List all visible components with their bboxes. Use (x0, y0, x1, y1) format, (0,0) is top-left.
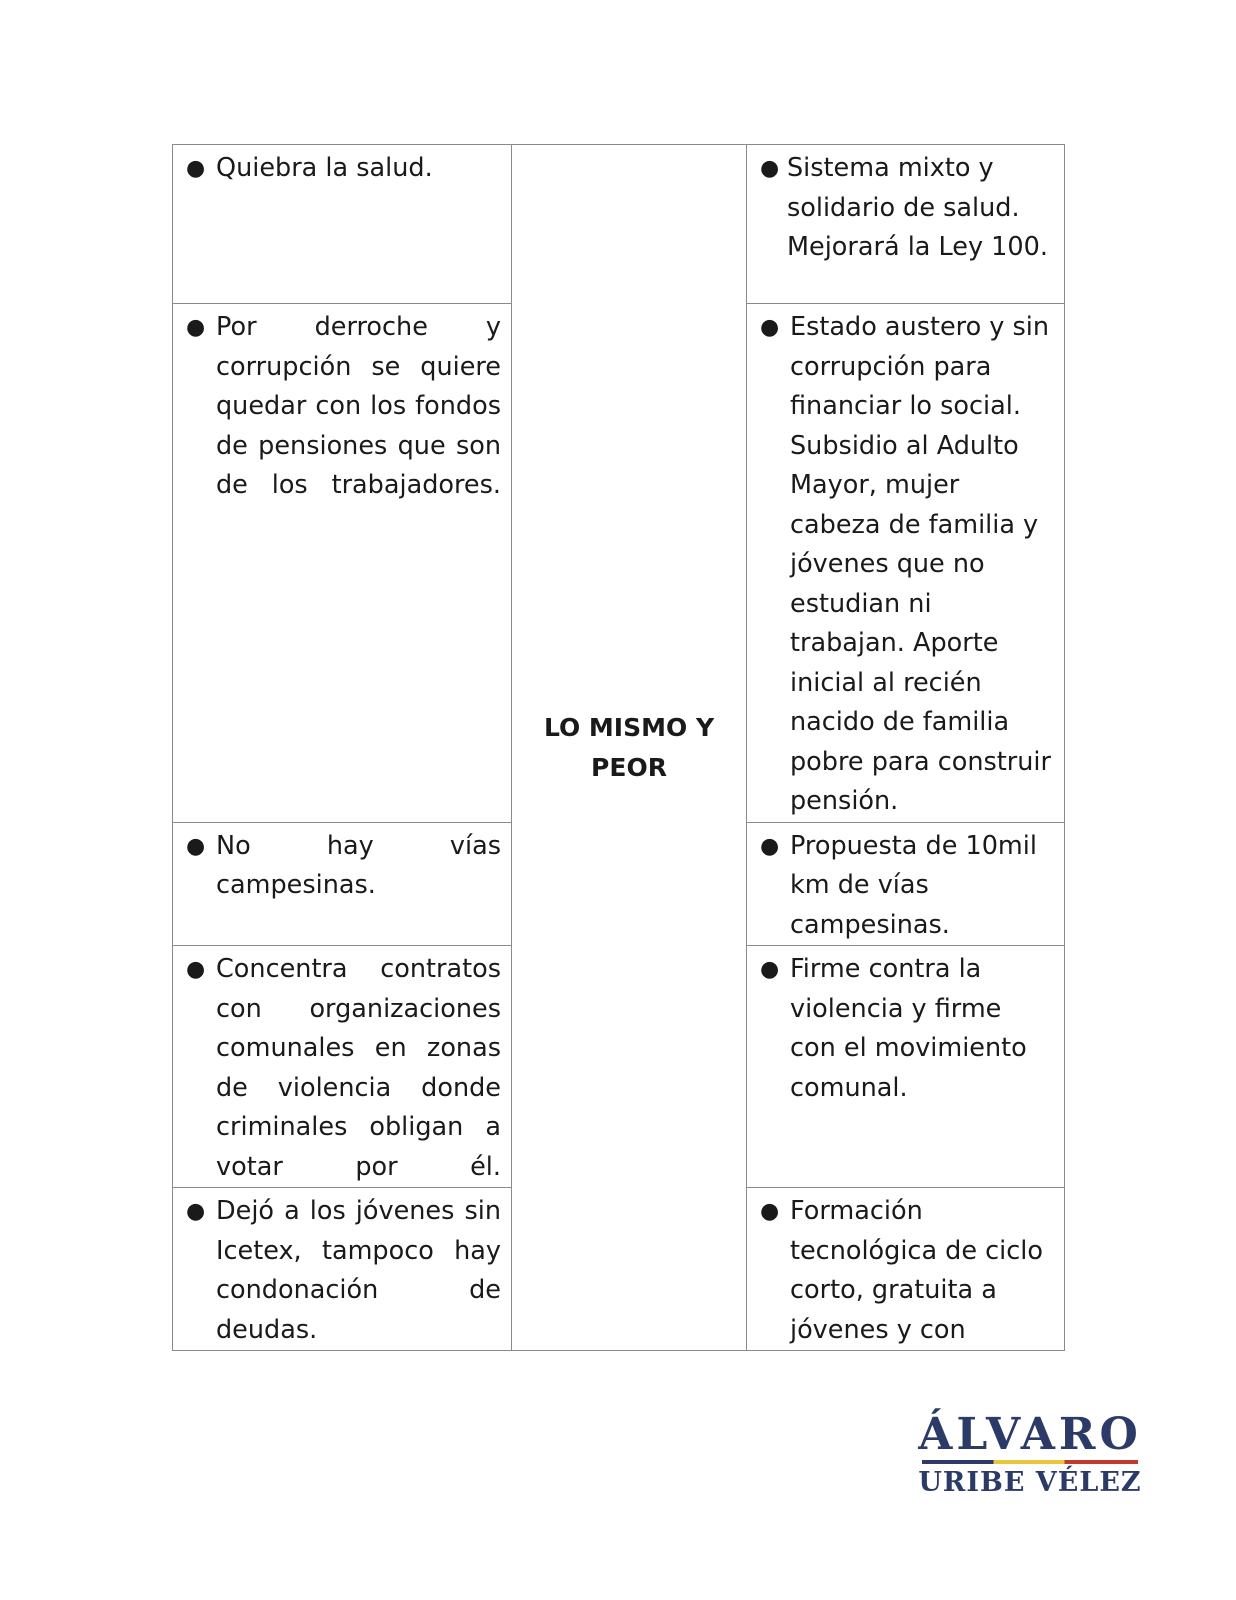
left-cell (173, 1188, 512, 1351)
logo-name-top: ÁLVARO (918, 1409, 1142, 1460)
right-cell (747, 946, 1065, 1188)
campaign-logo (918, 1409, 1142, 1502)
bullet-icon: ● (760, 1199, 780, 1224)
logo-stripe (922, 1460, 1138, 1464)
left-item-text: Concentra contratos con organizaciones comunales en zonas de violencia donde criminales obligan a votar por él. (216, 954, 501, 1182)
left-item-text: No hay vías campesinas. (216, 830, 501, 900)
right-item-text: Formación tecnológica de ciclo corto, gratuita a jóvenes y con (790, 1196, 1043, 1345)
left-cell (173, 822, 512, 946)
right-item-text: Estado austero y sin corrupción para financiar lo social. Subsidio al Adulto Mayor, mujer cabeza de familia y jóvenes que no estudian ni trabajan. Aporte inicial al recién nacido de familia pobre para construir pensión. (790, 312, 1052, 816)
left-item-text: Dejó a los jóvenes sin Icetex, tampoco hay condonación de deudas. (216, 1196, 501, 1345)
bullet-icon: ● (760, 156, 780, 181)
bullet-icon: ● (760, 315, 780, 340)
right-item-text: Propuesta de 10mil km de vías campesinas. (790, 830, 1037, 940)
bullet-icon: ● (760, 957, 780, 982)
middle-label-cell (512, 145, 747, 1351)
right-cell (747, 145, 1065, 304)
logo-name-bottom: URIBE VÉLEZ (918, 1467, 1142, 1498)
right-cell (747, 304, 1065, 823)
bullet-icon: ● (186, 1199, 206, 1224)
bullet-icon: ● (186, 833, 206, 859)
right-cell (747, 1188, 1065, 1351)
left-cell (173, 304, 512, 823)
right-cell (747, 822, 1065, 946)
bullet-icon: ● (186, 957, 206, 982)
middle-label-line1: LO MISMO Y (543, 712, 715, 742)
bullet-icon: ● (186, 315, 206, 340)
middle-label-line2: PEOR (591, 752, 667, 782)
comparison-table (172, 144, 1065, 1351)
bullet-icon: ● (186, 156, 206, 181)
left-cell (173, 946, 512, 1188)
right-item-text: Sistema mixto y solidario de salud. Mejorará la Ley 100. (787, 153, 1048, 262)
left-item-text: Quiebra la salud. (216, 153, 433, 183)
table-row (173, 145, 1065, 304)
left-cell (173, 145, 512, 304)
bullet-icon: ● (760, 833, 780, 859)
right-item-text: Firme contra la violencia y firme con el movimiento comunal. (790, 954, 1027, 1103)
left-item-text: Por derroche y corrupción se quiere quedar con los fondos de pensiones que son de los trabajadores. (216, 312, 501, 500)
